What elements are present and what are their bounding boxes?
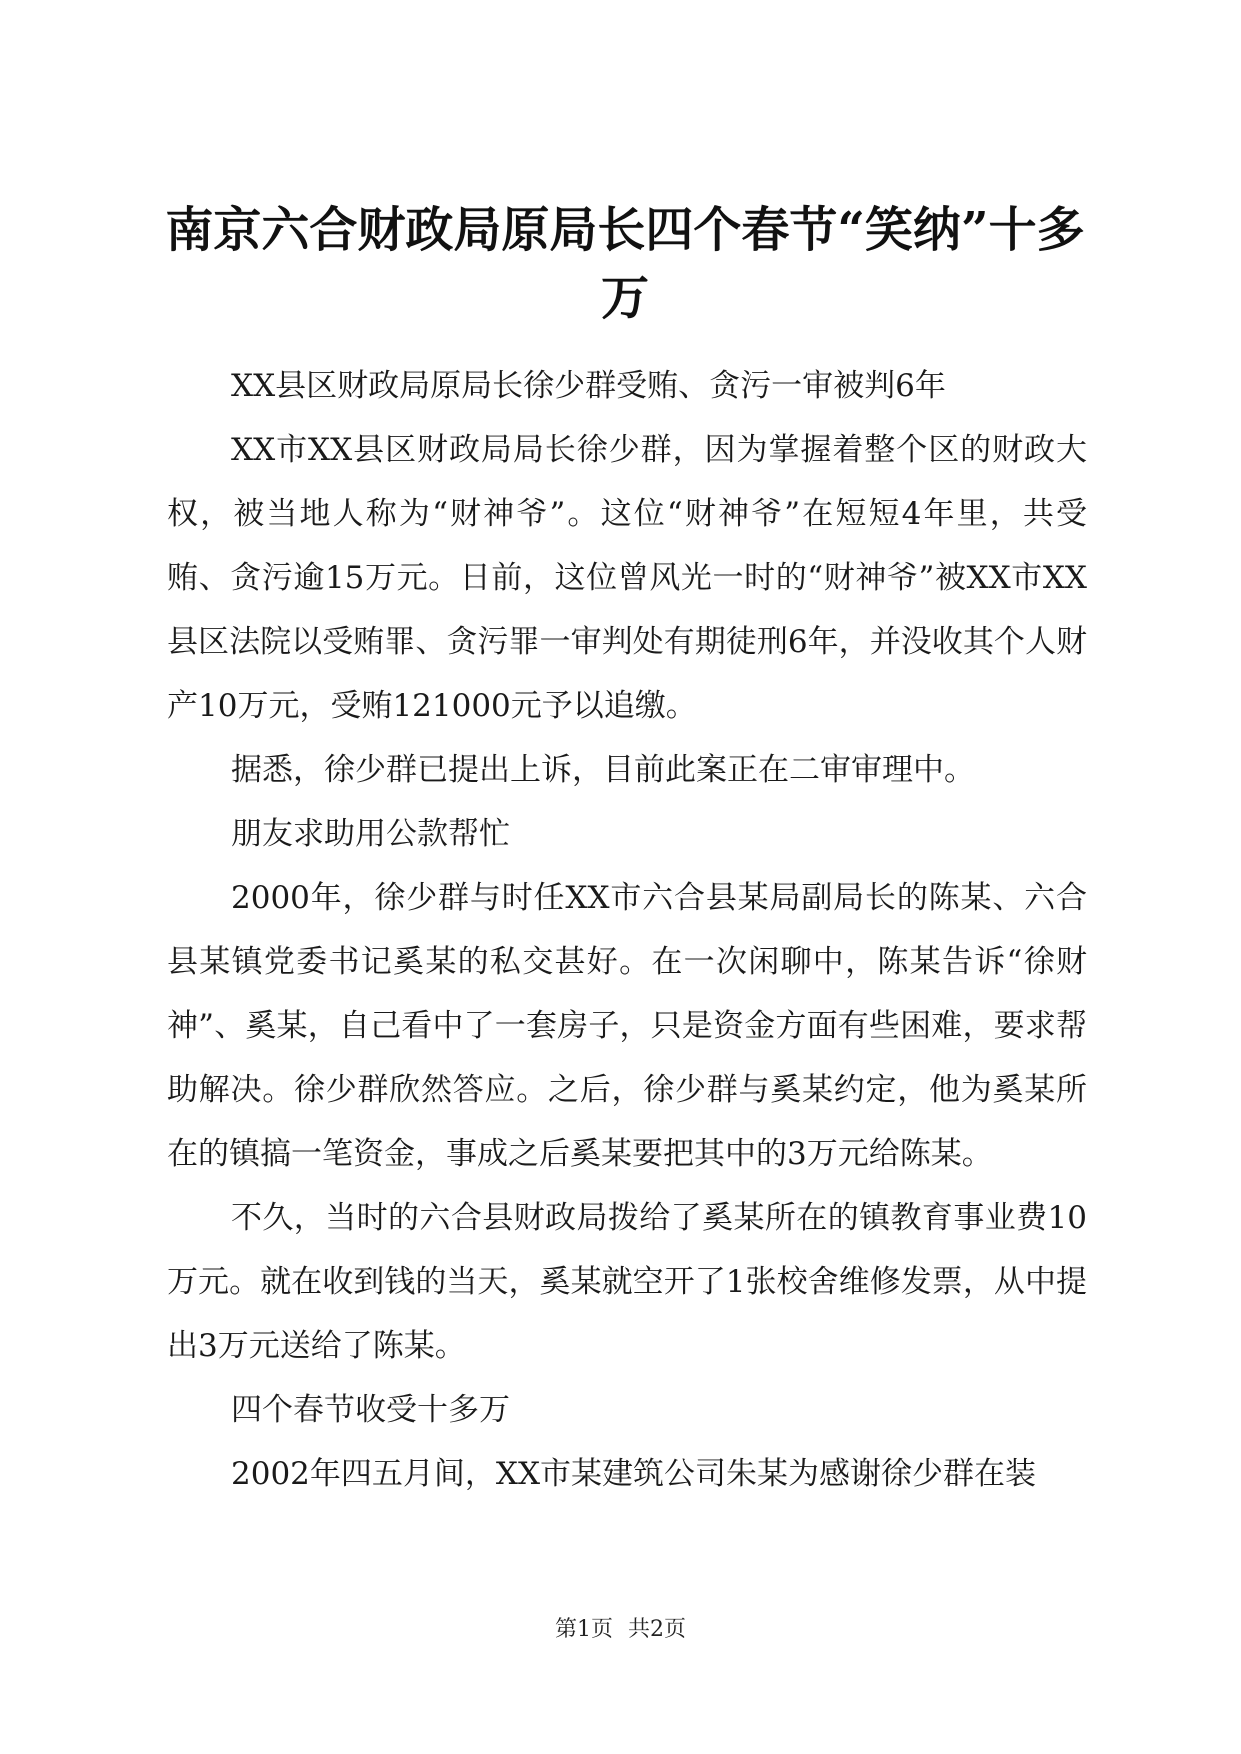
paragraph: 2002年四五月间，XX市某建筑公司朱某为感谢徐少群在装 — [231, 1456, 1037, 1492]
document-title: 南京六合财政局原局长四个春节“笑纳”十多万 — [165, 202, 1085, 326]
page-total: 共2页 — [628, 1617, 686, 1642]
document-body — [167, 354, 1087, 1506]
section-heading: 朋友求助用公款帮忙 — [231, 816, 510, 852]
paragraph: 不久，当时的六合县财政局拨给了奚某所在的镇教育事业费10万元。就在收到钱的当天，奚某就空开了1张校舍维修发票，从中提出3万元送给了陈某。 — [167, 1200, 1087, 1364]
paragraph: 2000年，徐少群与时任XX市六合县某局副局长的陈某、六合县某镇党委书记奚某的私交甚好。在一次闲聊中，陈某告诉“徐财神”、奚某，自己看中了一套房子，只是资金方面有些困难，要求帮助解决。徐少群欣然答应。之后，徐少群与奚某约定，他为奚某所在的镇搞一笔资金，事成之后奚某要把其中的3万元给陈某。 — [167, 880, 1087, 1172]
page-footer — [0, 1612, 1241, 1643]
paragraph: XX市XX县区财政局局长徐少群，因为掌握着整个区的财政大权，被当地人称为“财神爷”。这位“财神爷”在短短4年里，共受贿、贪污逾15万元。日前，这位曾风光一时的“财神爷”被XX市XX县区法院以受贿罪、贪污罪一审判处有期徒刑6年，并没收其个人财产10万元，受贿121000元予以追缴。 — [167, 432, 1087, 724]
section-heading: 四个春节收受十多万 — [231, 1392, 510, 1428]
paragraph: XX县区财政局原局长徐少群受贿、贪污一审被判6年 — [231, 368, 946, 404]
paragraph: 据悉，徐少群已提出上诉，目前此案正在二审审理中。 — [231, 752, 975, 788]
page-number: 第1页 — [555, 1617, 613, 1642]
